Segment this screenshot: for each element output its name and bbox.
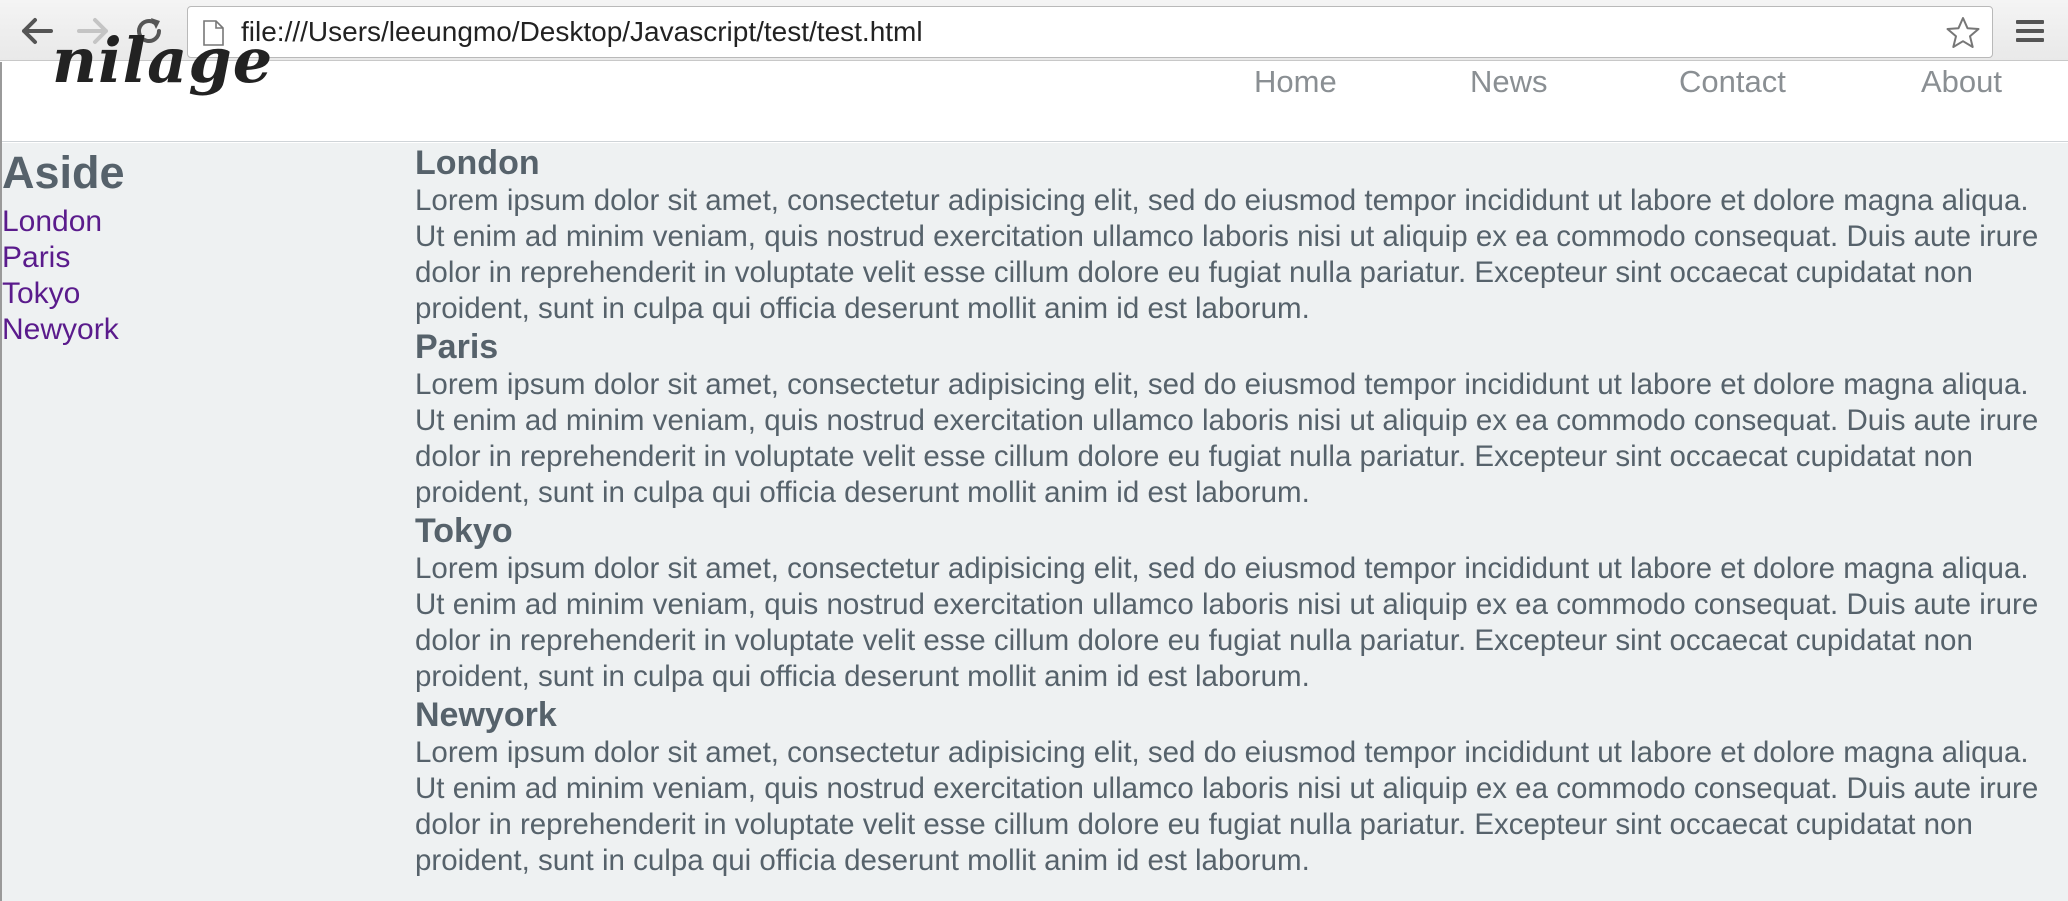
article-text: Lorem ipsum dolor sit amet, consectetur adipisicing elit, sed do eiusmod tempor incididunt ut labore et dolore magna aliqua. Ut enim ad minim veniam, quis nostrud exercitation ullamco laboris nisi ut aliquip ex ea commodo consequat. Duis aute irure dolor in reprehenderit in voluptate velit esse cillum dolore eu fugiat nulla pariatur. Excepteur sint occaecat cupidatat non proident, sunt in culpa qui officia deserunt mollit anim id est laborum. — [415, 736, 2039, 877]
url-text[interactable]: file:///Users/leeungmo/Desktop/Javascript/test/test.html — [241, 16, 923, 47]
browser-toolbar — [0, 0, 2068, 61]
aside-link-newyork[interactable]: Newyork — [2, 313, 119, 346]
article-newyork — [415, 695, 2055, 879]
article-tokyo — [415, 511, 2055, 695]
top-navigation — [2, 62, 2068, 102]
nav-link-news[interactable]: News — [1470, 64, 1548, 99]
browser-menu-button[interactable] — [2012, 14, 2048, 48]
article-title: Tokyo — [415, 512, 513, 550]
article-title: London — [415, 144, 540, 182]
hamburger-menu-icon — [2015, 18, 2045, 44]
nav-link-home[interactable]: Home — [1254, 64, 1337, 99]
main-content — [415, 143, 2055, 879]
nav-link-about[interactable]: About — [1921, 64, 2003, 99]
content-area — [2, 143, 2068, 901]
article-text: Lorem ipsum dolor sit amet, consectetur adipisicing elit, sed do eiusmod tempor incididunt ut labore et dolore magna aliqua. Ut enim ad minim veniam, quis nostrud exercitation ullamco laboris nisi ut aliquip ex ea commodo consequat. Duis aute irure dolor in reprehenderit in voluptate velit esse cillum dolore eu fugiat nulla pariatur. Excepteur sint occaecat cupidatat non proident, sunt in culpa qui officia deserunt mollit anim id est laborum. — [415, 184, 2039, 325]
back-arrow-icon — [21, 17, 53, 45]
article-london — [415, 143, 2055, 327]
article-title: Newyork — [415, 696, 557, 734]
aside-link-london[interactable]: London — [2, 205, 103, 238]
article-text: Lorem ipsum dolor sit amet, consectetur adipisicing elit, sed do eiusmod tempor incididunt ut labore et dolore magna aliqua. Ut enim ad minim veniam, quis nostrud exercitation ullamco laboris nisi ut aliquip ex ea commodo consequat. Duis aute irure dolor in reprehenderit in voluptate velit esse cillum dolore eu fugiat nulla pariatur. Excepteur sint occaecat cupidatat non proident, sunt in culpa qui officia deserunt mollit anim id est laborum. — [415, 552, 2039, 693]
back-button[interactable] — [17, 11, 57, 51]
article-paris — [415, 327, 2055, 511]
aside-title: Aside — [2, 147, 125, 198]
article-title: Paris — [415, 328, 499, 366]
bookmark-star-icon[interactable] — [1946, 16, 1980, 50]
aside-link-list — [2, 204, 119, 348]
aside-link-paris[interactable]: Paris — [2, 241, 71, 274]
nav-link-contact[interactable]: Contact — [1679, 64, 1786, 99]
address-bar[interactable] — [187, 6, 1993, 58]
article-text: Lorem ipsum dolor sit amet, consectetur adipisicing elit, sed do eiusmod tempor incididunt ut labore et dolore magna aliqua. Ut enim ad minim veniam, quis nostrud exercitation ullamco laboris nisi ut aliquip ex ea commodo consequat. Duis aute irure dolor in reprehenderit in voluptate velit esse cillum dolore eu fugiat nulla pariatur. Excepteur sint occaecat cupidatat non proident, sunt in culpa qui officia deserunt mollit anim id est laborum. — [415, 368, 2039, 509]
site-logo[interactable]: nilage — [52, 24, 274, 97]
aside-link-tokyo[interactable]: Tokyo — [2, 277, 81, 310]
